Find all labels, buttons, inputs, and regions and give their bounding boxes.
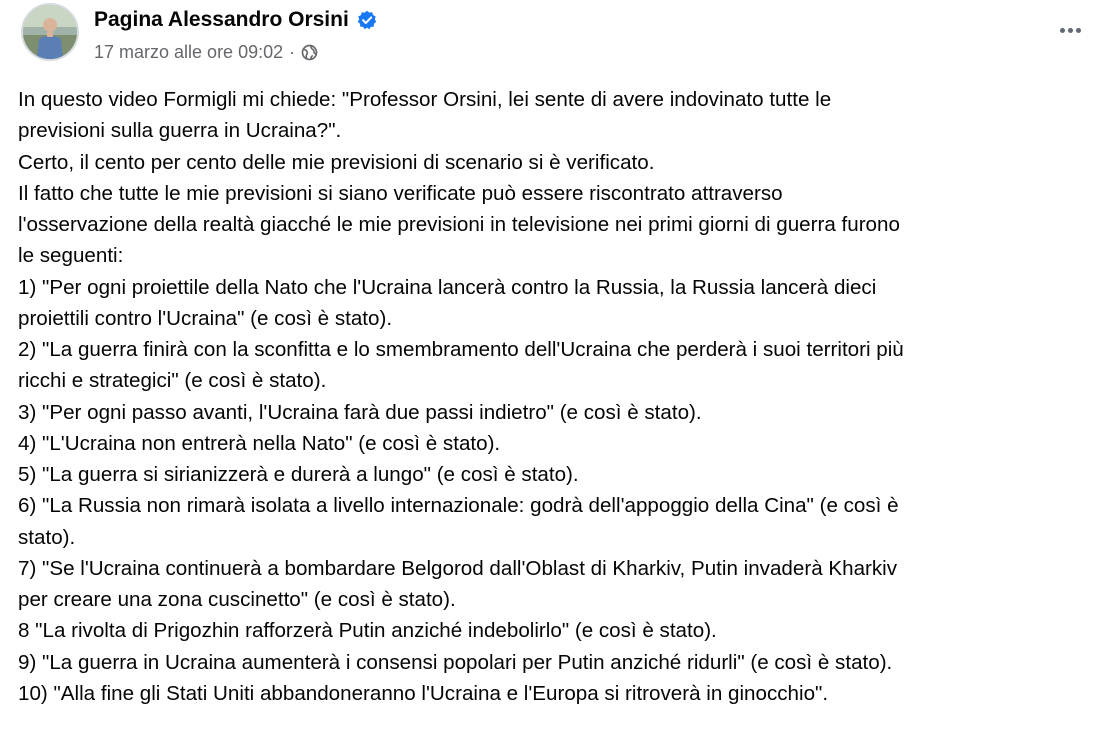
author-name[interactable]: Pagina Alessandro Orsini <box>94 8 349 31</box>
post-line: 9) "La guerra in Ucraina aumenterà i consensi popolari per Putin anziché ridurli" (e così è stato). <box>18 650 893 674</box>
more-dot <box>1076 28 1081 33</box>
post-line: In questo video Formigli mi chiede: "Professor Orsini, lei sente di avere indovinato tutte le <box>18 88 832 111</box>
post-line: per creare una zona cuscinetto" (e così è stato). <box>18 588 456 611</box>
post-line: 8 "La rivolta di Prigozhin rafforzerà Putin anziché indebolirlo" (e così è stato). <box>18 619 717 643</box>
more-dot <box>1068 28 1073 33</box>
post-line: previsioni sulla guerra in Ucraina?". <box>18 119 342 143</box>
post-line: Il fatto che tutte le mie previsioni si siano verificate può essere riscontrato attraverso <box>18 181 783 205</box>
post-line: Certo, il cento per cento delle mie previsioni di scenario si è verificato. <box>18 150 655 174</box>
globe-icon[interactable] <box>301 44 318 61</box>
post-line: proiettili contro l'Ucraina" (e così è stato). <box>18 306 393 330</box>
post-meta <box>94 42 318 63</box>
post-line: 10) "Alla fine gli Stati Uniti abbandoneranno l'Ucraina e l'Europa si ritroverà in ginocchio". <box>18 681 829 705</box>
post-line: stato). <box>18 525 76 549</box>
post-timestamp[interactable]: 17 marzo alle ore 09:02 <box>94 42 284 62</box>
avatar[interactable] <box>21 3 79 61</box>
post-line: ricchi e strategici" (e così è stato). <box>18 369 327 393</box>
post-line: 1) "Per ogni proiettile della Nato che l'Ucraina lancerà contro la Russia, la Russia lancerà dieci <box>18 275 877 299</box>
post-line: 4) "L'Ucraina non entrerà nella Nato" (e così è stato). <box>18 431 501 455</box>
verified-badge-icon <box>357 10 377 30</box>
post-line: 3) "Per ogni passo avanti, l'Ucraina farà due passi indietro" (e così è stato). <box>18 400 702 424</box>
author-header <box>94 8 377 32</box>
more-options-icon[interactable] <box>1054 14 1086 46</box>
post-line: 5) "La guerra si sirianizzerà e durerà a lungo" (e così è stato). <box>18 463 579 486</box>
post-line: l'osservazione della realtà giacché le mie previsioni in televisione nei primi giorni di guerra furono <box>18 213 900 236</box>
post-line: 6) "La Russia non rimarà isolata a livello internazionale: godrà dell'appoggio della Cina" (e così è <box>18 494 899 518</box>
more-dot <box>1060 28 1065 33</box>
meta-separator: · <box>289 42 296 62</box>
post-line: 2) "La guerra finirà con la sconfitta e lo smembramento dell'Ucraina che perderà i suoi territori più <box>18 338 904 361</box>
avatar-photo-icon <box>23 5 77 59</box>
post-body <box>18 84 1096 709</box>
post-line: 7) "Se l'Ucraina continuerà a bombardare Belgorod dall'Oblast di Kharkiv, Putin invaderà Kharkiv <box>18 556 898 580</box>
post-line: le seguenti: <box>18 244 124 268</box>
